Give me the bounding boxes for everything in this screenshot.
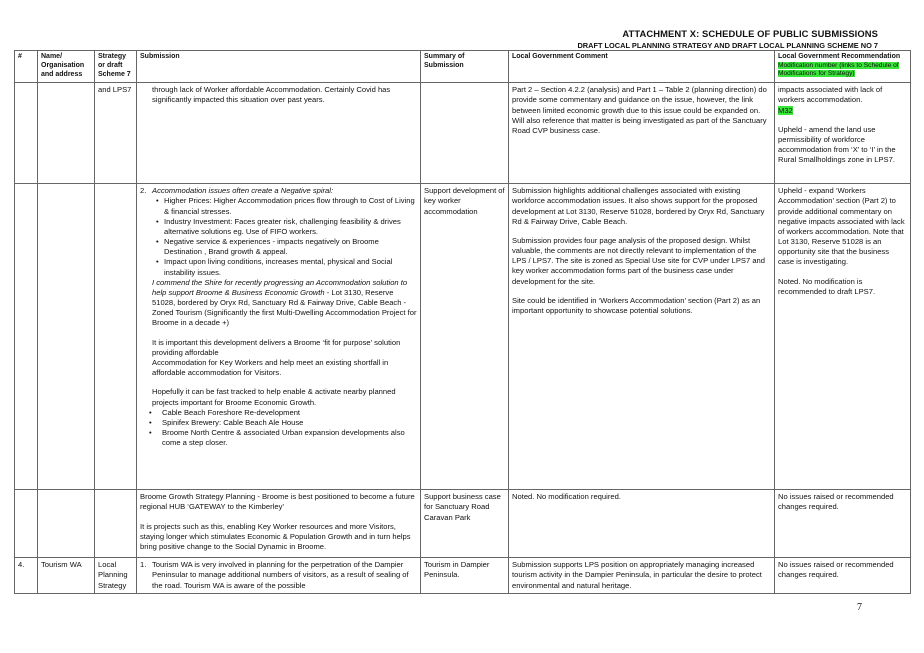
submission-text: Accommodation for Key Workers and help meet an existing shortfall in affordable accommodation for Visitors. [152, 358, 389, 378]
list-item: • Impact upon living conditions, increases mental, physical and Social instability issues. [164, 257, 417, 277]
list-item: • Spinifex Brewery: Cable Beach Ale House [162, 418, 417, 428]
impact-list [140, 196, 417, 277]
recommendation-text: impacts associated with lack of workers accommodation. [778, 85, 883, 105]
list-item: • Cable Beach Foreshore Re-development [162, 408, 417, 418]
cell-strategy [95, 490, 137, 558]
recommendation-text: Noted. No modification is recommended to draft LPS7. [778, 276, 876, 296]
submission-text: through lack of Worker affordable Accommodation. Certainly Covid has significantly impacted this situation over past years. [152, 85, 391, 105]
table-row [15, 83, 911, 184]
cell-comment: Submission supports LPS position on appropriately managing increased tourism activity in the Dampier Peninsula, in particular the desire to protect environmental and natural heritage. [509, 558, 775, 594]
cell-strategy: Local Planning Strategy [95, 558, 137, 594]
recommendation-text: Upheld - amend the land use permissibility of workforce accommodation from ‘X’ to ‘I’ in the Rural Smallholdings zone in LPS7. [778, 124, 896, 165]
submission-text: Tourism WA is very involved in planning for the perpetration of the Dampier Peninsular to manage additional numbers of visitors, as a result of sealing of the road. Tourism WA is aware of the possible [152, 560, 409, 590]
document-title: ATTACHMENT X: SCHEDULE OF PUBLIC SUBMISSIONS [622, 28, 878, 39]
col-header-num: # [15, 51, 38, 83]
cell-strategy [95, 184, 137, 490]
cell-submission [137, 490, 421, 558]
cell-num [15, 490, 38, 558]
col-header-recommendation [775, 51, 911, 83]
cell-comment [509, 184, 775, 490]
col-header-comment: Local Government Comment [509, 51, 775, 83]
comment-text: Submission highlights additional challenges associated with existing workforce accommodation issues. It also shows support for the proposed development at Lot 3130, Reserve 51028, bordered by Oryx Rd, Sanctuary Rd & Fairway Drive, Cable Beach. [512, 186, 765, 226]
submission-text: It is projects such as this, enabling Key Worker resources and more Visitors, staying longer which stimulates Economic & Population Growth and in turn helps bring positive change to the Social Dynamic in Broome. [140, 521, 411, 551]
cell-summary: Tourism in Dampier Peninsula. [421, 558, 509, 594]
projects-list [140, 408, 417, 449]
cell-summary: Support development of key worker accommodation [421, 184, 509, 490]
cell-num [15, 184, 38, 490]
table-row [15, 184, 911, 490]
submissions-table [14, 50, 911, 594]
col-header-recommendation-label: Local Government Recommendation [778, 53, 901, 60]
cell-recommendation: No issues raised or recommended changes required. [775, 490, 911, 558]
cell-num: 4. [15, 558, 38, 594]
submission-text: Broome Growth Strategy Planning - Broome is best positioned to become a future regional HUB ‘GATEWAY to the Kimberley’ [140, 492, 415, 512]
col-header-recommendation-note [778, 62, 907, 78]
item-number: 1. [140, 560, 147, 570]
cell-name [38, 184, 95, 490]
cell-strategy: and LPS7 [95, 83, 137, 184]
cell-num [15, 83, 38, 184]
cell-recommendation: No issues raised or recommended changes required. [775, 558, 911, 594]
cell-recommendation [775, 83, 911, 184]
commend-text: I commend the Shire for recently progressing an Accommodation solution to help support Broome & Business Economic Growth [152, 277, 408, 297]
document-subtitle: DRAFT LOCAL PLANNING STRATEGY AND DRAFT LOCAL PLANNING SCHEME NO 7 [577, 41, 878, 50]
table-header-row [15, 51, 911, 83]
cell-name [38, 490, 95, 558]
recommendation-text: Upheld - expand ‘Workers Accommodation’ section (Part 2) to provide additional commentary on negative impacts associated with lack of workers accommodation. Note that Lot 3130, Reserve 51028 is an opportunity site that the business case is investigating. [778, 186, 905, 267]
cell-comment: Noted. No modification required. [509, 490, 775, 558]
col-header-submission: Submission [137, 51, 421, 83]
col-header-strategy: Strategy or draft Scheme 7 [95, 51, 137, 83]
cell-recommendation [775, 184, 911, 490]
cell-submission [137, 558, 421, 594]
col-header-summary: Summary of Submission [421, 51, 509, 83]
cell-name [38, 83, 95, 184]
cell-submission [137, 184, 421, 490]
page-number: 7 [857, 602, 862, 613]
modification-number: M32 [778, 105, 793, 115]
modification-link-note: (links to Schedule of Modifications for Strategy) [778, 61, 899, 77]
comment-text: Submission provides four page analysis of the proposed design. Whilst valuable, the comments are not directly relevant to implementation of the LPS / LPS7. The site is zoned as Special Use site for CVP under LPS7 and key worker accommodation forms part of the business case under development for the site. [512, 235, 765, 286]
submission-text: It is important this development delivers a Broome ‘fit for purpose’ solution providing affordable [152, 337, 401, 357]
location-text: - Lot 3130, Reserve 51028, bordered by Oryx Rd, Sanctuary Rd & Fairway Drive, Cable Beach - Zoned Tourism (Significantly the first Multi-Dwelling Accommodation Project for Broome in a decade +) [152, 287, 417, 328]
cell-submission [137, 83, 421, 184]
item-heading: Accommodation issues often create a Negative spiral: [152, 186, 334, 196]
list-item: • Industry Investment: Faces greater risk, challenging feasibility & drives alternative solutions eg. Use of FIFO workers. [164, 217, 417, 237]
modification-number-label: Modification number [778, 61, 838, 69]
cell-summary [421, 83, 509, 184]
cell-name: Tourism WA [38, 558, 95, 594]
cell-summary: Support business case for Sanctuary Road Caravan Park [421, 490, 509, 558]
list-item: • Higher Prices: Higher Accommodation prices flow through to Cost of Living & financial stresses. [164, 196, 417, 216]
item-number: 2. [140, 186, 147, 196]
table-row [15, 490, 911, 558]
cell-comment: Part 2 – Section 4.2.2 (analysis) and Part 1 – Table 2 (planning direction) do provide some commentary and guidance on the issue, however, the link between limited economic growth due to this issue could be expanded on. Will also reference that matter is being investigated as part of the Sanctuary Road CVP business case. [509, 83, 775, 184]
comment-text: Site could be identified in ‘Workers Accommodation’ section (Part 2) as an important opportunity to showcase potential solutions. [512, 295, 761, 315]
submission-text: Hopefully it can be fast tracked to help enable & activate nearby planned projects important for Broome Economic Growth. [152, 387, 396, 407]
col-header-name: Name/ Organisation and address [38, 51, 95, 83]
table-row [15, 558, 911, 594]
list-item: • Broome North Centre & associated Urban expansion developments also come a step closer. [162, 428, 417, 448]
list-item: • Negative service & experiences - impacts negatively on Broome Destination , Brand growth & appeal. [164, 237, 417, 257]
